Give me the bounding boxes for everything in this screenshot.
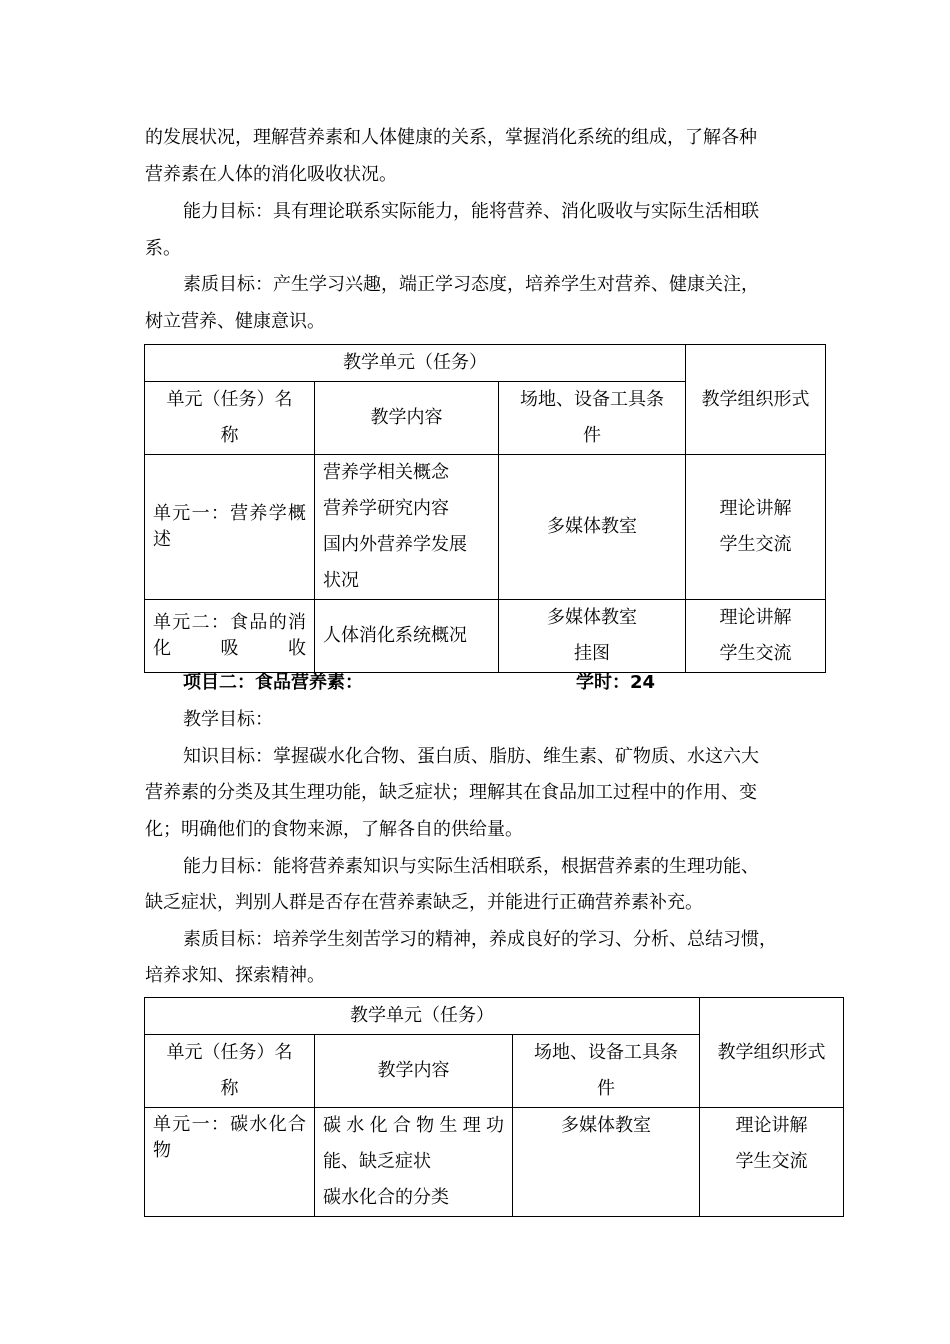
paragraph-line: 缺乏症状，判别人群是否存在营养素缺乏，并能进行正确营养素补充。 xyxy=(145,892,703,913)
content-line: 国内外营养学发展 xyxy=(323,534,467,555)
unit-content-cell xyxy=(315,1108,513,1217)
unit-form-cell xyxy=(686,455,826,600)
paragraph-line: 能力目标：能将营养素知识与实际生活相联系，根据营养素的生理功能、 xyxy=(183,856,759,877)
paragraph-line: 培养求知、探索精神。 xyxy=(145,965,325,986)
teaching-units-table-2 xyxy=(144,997,844,1217)
header-text: 称 xyxy=(220,1078,239,1099)
project-title: 项目二：食品营养素： xyxy=(183,672,363,693)
content-line: 碳水化合物生理功 xyxy=(323,1115,504,1136)
header-text: 单元（任务）名 xyxy=(166,389,293,410)
table-header-content: 教学内容 xyxy=(315,1035,513,1108)
paragraph-line: 能力目标：具有理论联系实际能力，能将营养、消化吸收与实际生活相联 xyxy=(183,201,759,222)
paragraph-line: 的发展状况，理解营养素和人体健康的关系，掌握消化系统的组成，了解各种 xyxy=(145,127,757,148)
form-line: 学生交流 xyxy=(719,643,792,664)
table-header-venue xyxy=(499,382,686,455)
project-hours: 学时：24 xyxy=(576,672,656,693)
paragraph-line: 知识目标：掌握碳水化合物、蛋白质、脂肪、维生素、矿物质、水这六大 xyxy=(183,746,759,767)
venue-line: 多媒体教室 xyxy=(547,607,638,628)
form-line: 理论讲解 xyxy=(719,607,792,628)
content-line: 能、缺乏症状 xyxy=(323,1151,431,1172)
paragraph-line: 素质目标：产生学习兴趣，端正学习态度，培养学生对营养、健康关注， xyxy=(183,274,759,295)
paragraph-line: 教学目标： xyxy=(183,709,273,730)
unit-name-cell: 单元一：碳水化合物 xyxy=(145,1108,315,1217)
header-text: 单元（任务）名 xyxy=(166,1042,293,1063)
table-header-name xyxy=(145,1035,315,1108)
content-line: 营养学研究内容 xyxy=(323,498,449,519)
paragraph-line: 素质目标：培养学生刻苦学习的精神，养成良好的学习、分析、总结习惯， xyxy=(183,929,777,950)
unit-form-cell xyxy=(686,600,826,673)
table-row xyxy=(145,600,826,673)
form-line: 学生交流 xyxy=(719,534,792,555)
form-line: 理论讲解 xyxy=(719,498,792,519)
header-text: 件 xyxy=(597,1078,616,1099)
header-text: 场地、设备工具条 xyxy=(520,389,665,410)
content-line: 营养学相关概念 xyxy=(323,462,449,483)
teaching-units-table-1 xyxy=(144,344,826,673)
table-header-group: 教学单元（任务） xyxy=(145,345,686,382)
table-header-name xyxy=(145,382,315,455)
header-text: 称 xyxy=(220,425,239,446)
unit-content-cell xyxy=(315,455,499,600)
table-header-venue xyxy=(513,1035,700,1108)
paragraph-line: 化；明确他们的食物来源，了解各自的供给量。 xyxy=(145,819,523,840)
unit-venue-cell: 多媒体教室 xyxy=(513,1108,700,1217)
content-line: 碳水化合的分类 xyxy=(323,1187,449,1208)
form-line: 学生交流 xyxy=(735,1151,808,1172)
paragraph-line: 营养素的分类及其生理功能，缺乏症状；理解其在食品加工过程中的作用、变 xyxy=(145,782,757,803)
unit-venue-cell xyxy=(499,600,686,673)
table-header-form: 教学组织形式 xyxy=(700,998,844,1108)
table-header-form: 教学组织形式 xyxy=(686,345,826,455)
unit-name-cell: 单元一：营养学概述 xyxy=(145,455,315,600)
table-header-group: 教学单元（任务） xyxy=(145,998,700,1035)
paragraph-line: 营养素在人体的消化吸收状况。 xyxy=(145,164,397,185)
table-row xyxy=(145,455,826,600)
unit-form-cell xyxy=(700,1108,844,1217)
unit-content-cell: 人体消化系统概况 xyxy=(315,600,499,673)
table-row xyxy=(145,1108,844,1217)
content-line: 状况 xyxy=(323,570,359,591)
paragraph-line: 树立营养、健康意识。 xyxy=(145,311,325,332)
header-text: 件 xyxy=(583,425,602,446)
header-text: 场地、设备工具条 xyxy=(534,1042,679,1063)
table-header-content: 教学内容 xyxy=(315,382,499,455)
paragraph-line: 系。 xyxy=(145,238,181,259)
unit-name-cell: 单元二：食品的消化吸收 xyxy=(145,600,315,673)
form-line: 理论讲解 xyxy=(735,1115,808,1136)
unit-venue-cell: 多媒体教室 xyxy=(499,455,686,600)
venue-line: 挂图 xyxy=(574,643,611,664)
